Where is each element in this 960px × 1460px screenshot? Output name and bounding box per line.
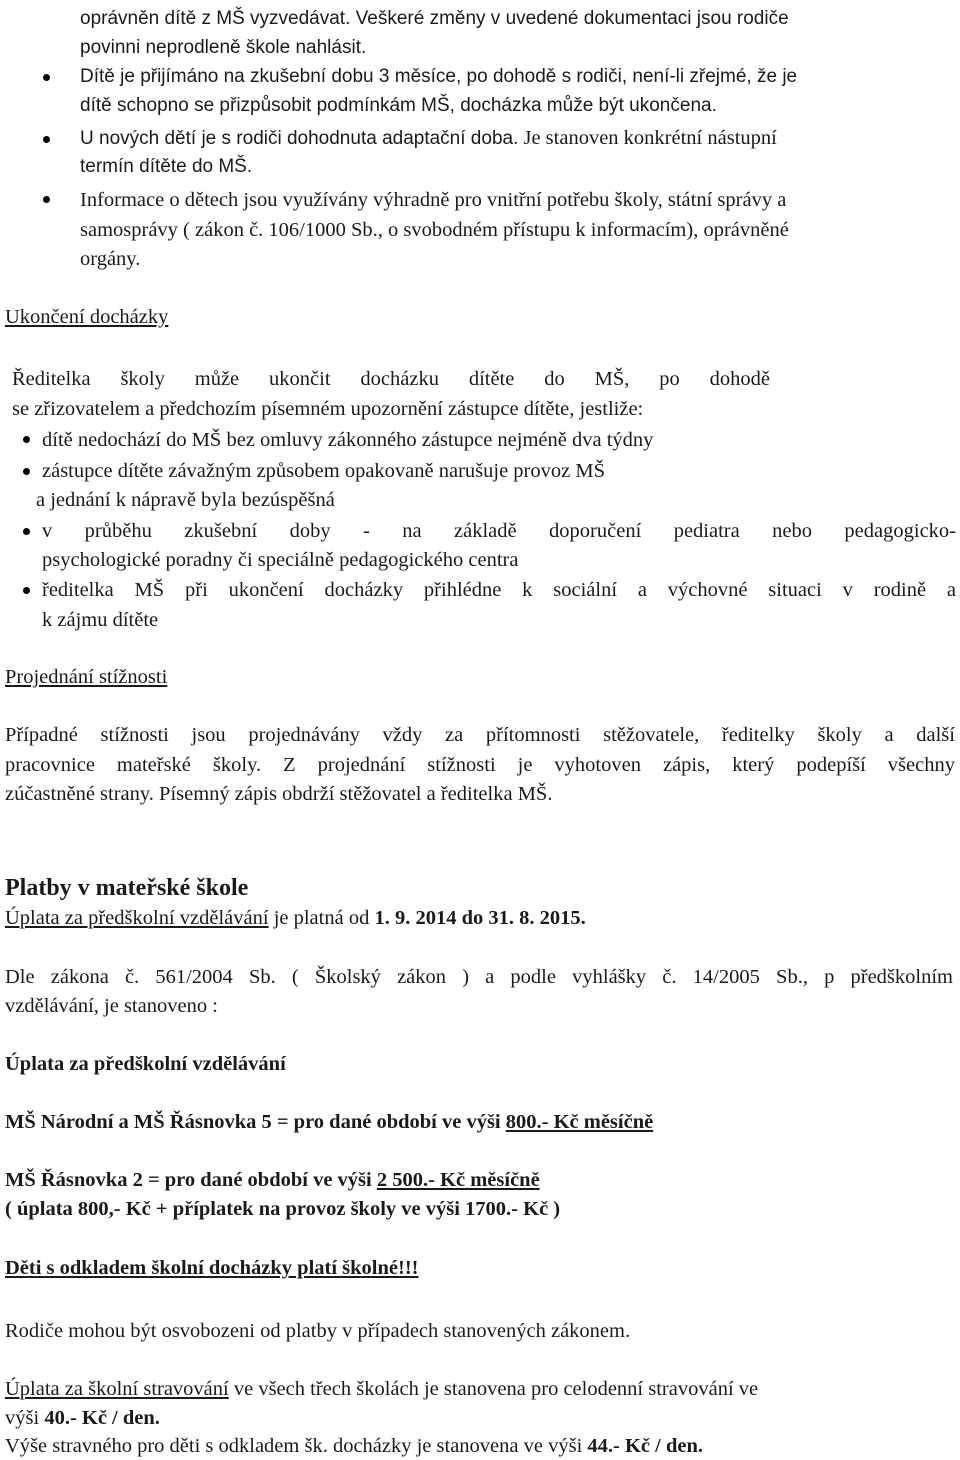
- text-line: Dítě je přijímáno na zkušební dobu 3 měsíce, po dohodě s rodiči, není-li zřejmé, že je: [80, 66, 798, 87]
- section-heading: Projednání stížnosti: [5, 666, 168, 688]
- text-line: povinni neprodleně škole nahlásit.: [80, 37, 367, 58]
- text-line: a jednání k nápravě byla bezúspěšná: [36, 489, 335, 511]
- text-line: Dle zákona č. 561/2004 Sb. ( Školský zákon ) a podle vyhlášky č. 14/2005 Sb., p předškolním: [5, 966, 953, 988]
- bullet-icon: [43, 74, 50, 81]
- list-item: dítě nedochází do MŠ bez omluvy zákonného zástupce nejméně dva týdny: [42, 429, 654, 451]
- text-line: zúčastněné strany. Písemný zápis obdrží stěžovatel a ředitelka MŠ.: [5, 783, 553, 805]
- fee-detail: ( úplata 800,- Kč + příplatek na provoz školy ve výši 1700.- Kč ): [5, 1198, 561, 1220]
- bullet-icon: [23, 468, 30, 475]
- text-line: oprávněn dítě z MŠ vyzvedávat. Veškeré změny v uvedené dokumentaci jsou rodiče: [80, 8, 789, 29]
- list-item: ředitelka MŠ při ukončení docházky přihlédne k sociální a výchovné situaci v rodině a: [42, 579, 956, 601]
- text-line: výši 40.- Kč / den.: [5, 1407, 160, 1429]
- text-line: se zřizovatelem a předchozím písemném upozornění zástupce dítěte, jestliže:: [12, 398, 644, 420]
- text-line: pracovnice mateřské školy. Z projednání stížnosti je vyhotoven zápis, který podepíší všechny: [5, 754, 955, 776]
- text-line: Ředitelka školy může ukončit docházku dítěte do MŠ, po dohodě: [12, 368, 770, 390]
- list-item: v průběhu zkušební doby - na základě doporučení pediatra nebo pedagogicko-: [42, 520, 956, 542]
- text-line: dítě schopno se přizpůsobit podmínkám MŠ, docházka může být ukončena.: [80, 95, 717, 116]
- text-line: samosprávy ( zákon č. 106/1000 Sb., o svobodném přístupu k informacím), oprávněné: [80, 219, 789, 241]
- section-heading: Ukončení docházky: [5, 306, 169, 328]
- subheading: Úplata za předškolní vzdělávání: [5, 1053, 286, 1075]
- text-line: Rodiče mohou být osvobozeni od platby v případech stanovených zákonem.: [5, 1320, 631, 1342]
- text-line: orgány.: [80, 248, 141, 270]
- text-line: Výše stravného pro děti s odkladem šk. docházky je stanovena ve výši 44.- Kč / den.: [5, 1435, 703, 1457]
- bullet-icon: [43, 196, 50, 203]
- odklad-notice: Děti s odkladem školní docházky platí školné!!!: [5, 1257, 419, 1279]
- bullet-icon: [23, 528, 30, 535]
- text-line: Úplata za školní stravování ve všech třech školách je stanovena pro celodenní stravování ve: [5, 1378, 759, 1400]
- text-line: U nových dětí je s rodiči dohodnuta adaptační doba. Je stanoven konkrétní nástupní: [80, 127, 777, 149]
- list-item: zástupce dítěte závažným způsobem opakovaně narušuje provoz MŠ: [42, 460, 605, 482]
- bullet-icon: [43, 136, 50, 143]
- text-line: Případné stížnosti jsou projednávány vždy za přítomnosti stěžovatele, ředitelky školy a další: [5, 724, 955, 746]
- bullet-icon: [23, 436, 30, 443]
- fee-line: MŠ Řásnovka 2 = pro dané období ve výši 2 500.- Kč měsíčně: [5, 1169, 540, 1191]
- text-line: psychologické poradny či speciálně pedagogického centra: [42, 549, 519, 571]
- fee-line: MŠ Národní a MŠ Řásnovka 5 = pro dané období ve výši 800.- Kč měsíčně: [5, 1111, 654, 1133]
- text-line: termín dítěte do MŠ.: [80, 156, 253, 177]
- text-line: Informace o dětech jsou využívány výhradně pro vnitřní potřebu školy, státní správy a: [80, 189, 787, 211]
- section-title: Platby v mateřské škole: [5, 875, 249, 901]
- text-line: vzdělávání, je stanoveno :: [5, 995, 218, 1017]
- text-line: k zájmu dítěte: [42, 609, 159, 631]
- bullet-icon: [23, 587, 30, 594]
- text-line: Úplata za předškolní vzdělávání je platná od 1. 9. 2014 do 31. 8. 2015.: [5, 907, 586, 929]
